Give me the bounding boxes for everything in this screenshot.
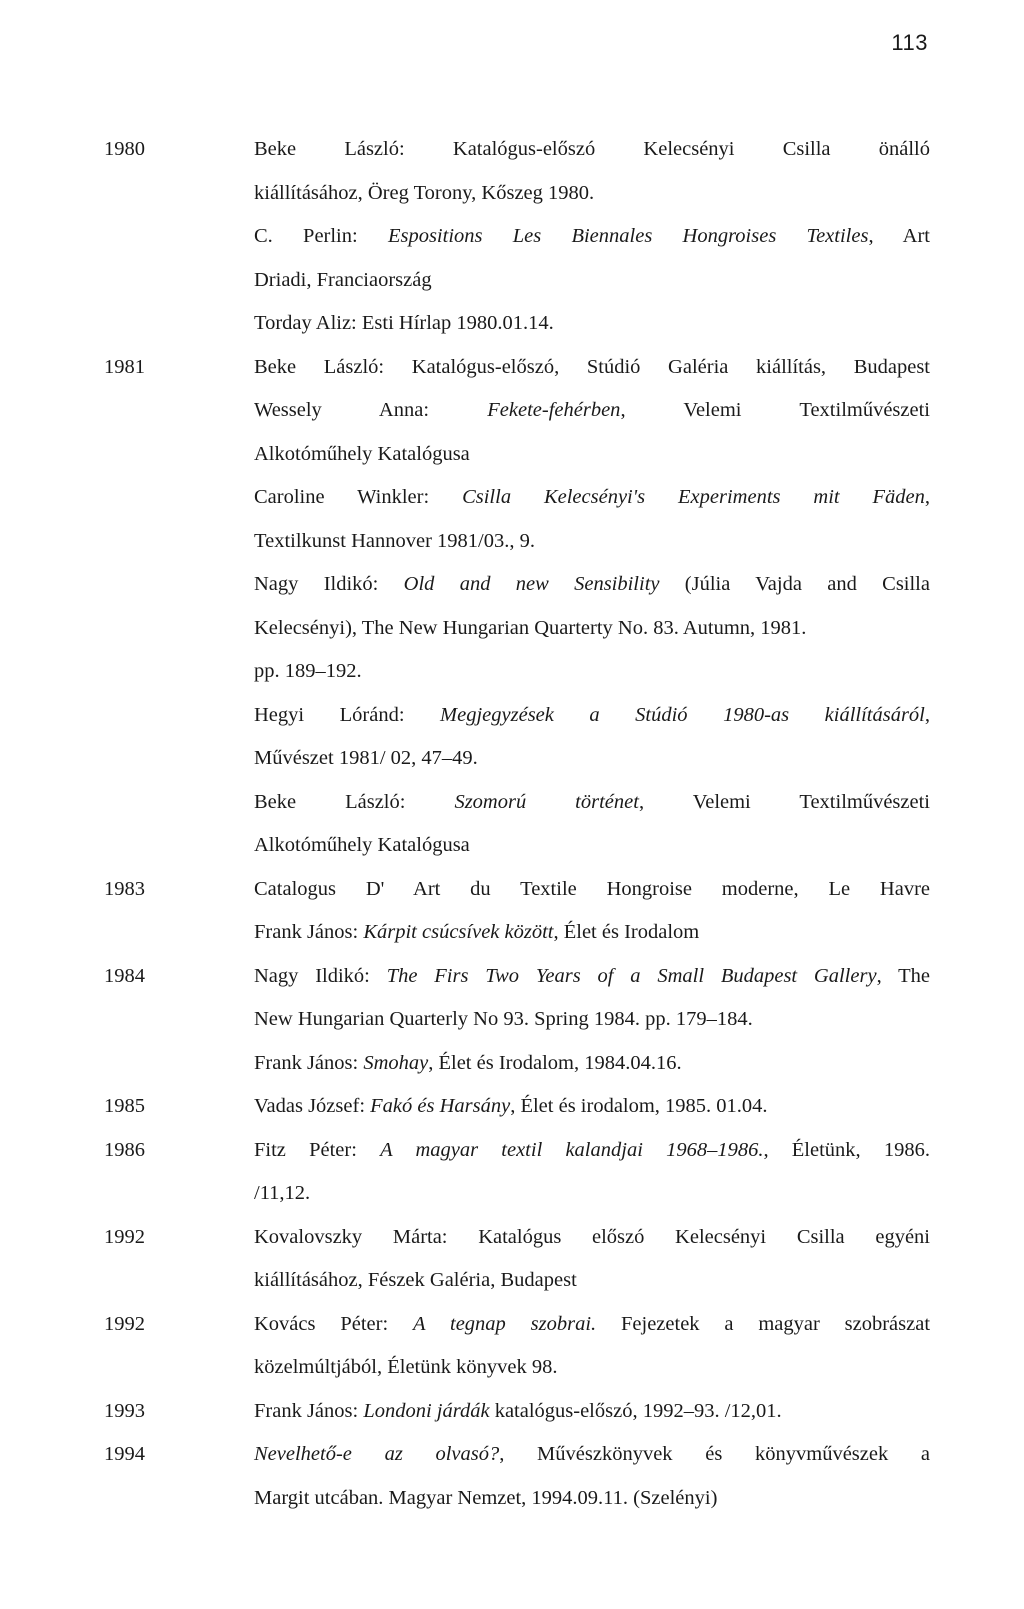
citation-text: , The: [876, 964, 930, 987]
entry-line: [254, 563, 930, 607]
citation-text: katalógus-előszó, 1992–93. /12,01.: [489, 1399, 782, 1422]
bibliography-entry: [104, 128, 930, 346]
citation-text: Vadas József:: [254, 1095, 371, 1117]
cited-title: Espositions Les Biennales Hongroises Textiles: [387, 225, 869, 247]
cited-title: Old and new Sensibility: [403, 573, 660, 595]
entry-line: [254, 1216, 930, 1260]
citation-text: Fitz Péter:: [254, 1138, 381, 1161]
entry-line: [254, 128, 930, 172]
entry-line: [254, 1477, 930, 1521]
entry-line: [254, 1390, 930, 1434]
citation-text: , Art: [868, 225, 930, 247]
bibliography-entry: [104, 1216, 930, 1303]
entry-line: [254, 955, 930, 999]
cited-title: Megjegyzések a Stúdió 1980-as kiállításáról: [440, 703, 925, 726]
entry-year: 1985: [104, 1095, 145, 1117]
entry-year: 1983: [104, 877, 145, 900]
entry-line: [254, 172, 930, 216]
citation-text: Driadi, Franciaország: [254, 268, 432, 291]
citation-text: C. Perlin:: [254, 225, 388, 247]
citation-text: Kelecsényi), The New Hungarian Quarterty No. 83. Autumn, 1981.: [254, 616, 807, 639]
citation-text: Nagy Ildikó:: [254, 964, 387, 987]
entry-year: 1992: [104, 1225, 145, 1248]
cited-title: Nevelhető-e az olvasó?: [254, 1443, 500, 1465]
citation-text: Caroline Winkler:: [254, 486, 463, 508]
citation-text: , Élet és Irodalom: [553, 921, 700, 943]
cited-title: Fakó és Harsány: [370, 1095, 511, 1117]
entry-line: [254, 1085, 930, 1129]
entry-line: [254, 346, 930, 390]
cited-title: Fekete-fehérben: [487, 399, 621, 421]
citation-text: Torday Aliz: Esti Hírlap 1980.01.14.: [254, 312, 554, 334]
entry-line: [254, 259, 930, 303]
entry-year: 1981: [104, 355, 145, 378]
bibliography-entry: [104, 868, 930, 955]
citation-text: /11,12.: [254, 1182, 311, 1204]
bibliography-list: [104, 128, 930, 1520]
citation-text: pp. 189–192.: [254, 660, 362, 682]
cited-title: Londoni járdák: [363, 1399, 490, 1422]
citation-text: Beke László: Katalógus-előszó Kelecsényi Csilla önálló: [254, 138, 930, 160]
bibliography-entry: [104, 1433, 930, 1520]
citation-text: kiállításához, Öreg Torony, Kőszeg 1980.: [254, 181, 595, 204]
citation-text: Catalogus D' Art du Textile Hongroise moderne, Le Havre: [254, 877, 930, 900]
entry-line: [254, 781, 930, 825]
citation-text: Beke László: Katalógus-előszó, Stúdió Galéria kiállítás, Budapest: [254, 355, 930, 378]
citation-text: Beke László:: [254, 790, 455, 813]
entry-line: [254, 911, 930, 955]
entry-line: [254, 824, 930, 868]
bibliography-entry: [104, 346, 930, 868]
citation-text: ,: [924, 703, 930, 726]
entry-line: [254, 1433, 930, 1477]
citation-text: , Élet és Irodalom, 1984.04.16.: [428, 1051, 682, 1074]
entry-year: 1984: [104, 964, 145, 987]
entry-line: [254, 389, 930, 433]
citation-text: ,: [924, 486, 930, 508]
citation-text: Fejezetek a magyar szobrászat: [596, 1312, 931, 1335]
entry-year: 1993: [104, 1399, 145, 1422]
cited-title: Kárpit csúcsívek között: [363, 921, 554, 943]
cited-title: Csilla Kelecsényi's Experiments mit Fäden: [462, 486, 925, 508]
entry-line: [254, 1172, 930, 1216]
citation-text: , Velemi Textilművészeti: [620, 399, 931, 421]
entry-line: [254, 737, 930, 781]
citation-text: (Júlia Vajda and Csilla: [659, 573, 930, 595]
citation-text: , Élet és irodalom, 1985. 01.04.: [510, 1095, 768, 1117]
citation-text: Hegyi Lóránd:: [254, 703, 441, 726]
cited-title: A magyar textil kalandjai 1968–1986.: [380, 1138, 764, 1161]
cited-title: Smohay: [363, 1051, 429, 1074]
page-number: 113: [891, 30, 928, 55]
entry-line: [254, 998, 930, 1042]
entry-line: [254, 1346, 930, 1390]
entry-line: [254, 868, 930, 912]
entry-line: [254, 302, 930, 346]
entry-line: [254, 1042, 930, 1086]
entry-line: [254, 1303, 930, 1347]
citation-text: New Hungarian Quarterly No 93. Spring 1984. pp. 179–184.: [254, 1008, 753, 1030]
citation-text: , Velemi Textilművészeti: [638, 790, 931, 813]
entry-year: 1994: [104, 1443, 145, 1465]
citation-text: Frank János:: [254, 1051, 364, 1074]
citation-text: Alkotóműhely Katalógusa: [254, 442, 470, 465]
citation-text: Alkotóműhely Katalógusa: [254, 834, 470, 856]
citation-text: közelmúltjából, Életünk könyvek 98.: [254, 1356, 558, 1378]
citation-text: Frank János:: [254, 1399, 364, 1422]
entry-year: 1992: [104, 1312, 145, 1335]
entry-line: [254, 650, 930, 694]
entry-line: [254, 1259, 930, 1303]
citation-text: kiállításához, Fészek Galéria, Budapest: [254, 1269, 577, 1291]
entry-year: 1986: [104, 1138, 145, 1161]
cited-title: A tegnap szobrai.: [413, 1312, 597, 1335]
citation-text: Margit utcában. Magyar Nemzet, 1994.09.11. (Szelényi): [254, 1486, 718, 1509]
bibliography-entry: [104, 1390, 930, 1434]
entry-year: 1980: [104, 138, 145, 160]
entry-line: [254, 215, 930, 259]
entry-line: [254, 433, 930, 477]
bibliography-entry: [104, 1129, 930, 1216]
citation-text: Frank János:: [254, 921, 364, 943]
bibliography-entry: [104, 1303, 930, 1390]
citation-text: Nagy Ildikó:: [254, 573, 404, 595]
bibliography-entry: [104, 955, 930, 1086]
citation-text: Wessely Anna:: [254, 399, 488, 421]
citation-text: , Művészkönyvek és könyvművészek a: [499, 1443, 930, 1465]
entry-line: [254, 476, 930, 520]
cited-title: The Firs Two Years of a Small Budapest Gallery: [386, 964, 877, 987]
citation-text: Textilkunst Hannover 1981/03., 9.: [254, 529, 535, 552]
citation-text: Kovalovszky Márta: Katalógus előszó Kelecsényi Csilla egyéni: [254, 1225, 930, 1248]
citation-text: , Életünk, 1986.: [763, 1138, 930, 1161]
entry-line: [254, 607, 930, 651]
citation-text: Művészet 1981/ 02, 47–49.: [254, 747, 478, 769]
entry-line: [254, 520, 930, 564]
entry-line: [254, 1129, 930, 1173]
citation-text: Kovács Péter:: [254, 1312, 413, 1335]
bibliography-entry: [104, 1085, 930, 1129]
cited-title: Szomorú történet: [454, 790, 639, 813]
entry-line: [254, 694, 930, 738]
